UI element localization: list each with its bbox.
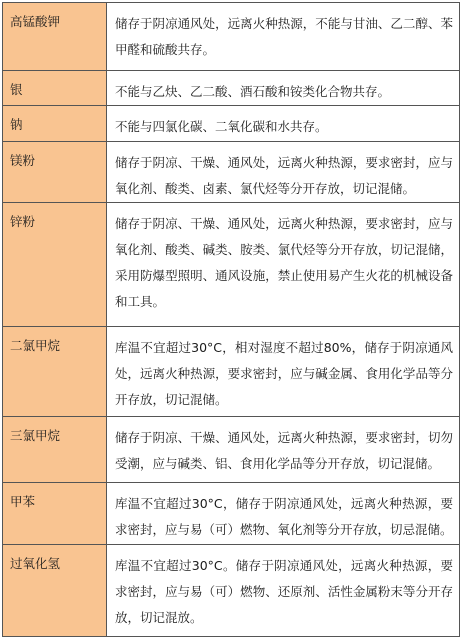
table-row [3,545,460,637]
chemical-name: 镁粉 [3,142,107,203]
chemical-name: 甲苯 [3,483,107,545]
table-row [3,3,460,71]
chemical-name: 二氯甲烷 [3,327,107,417]
table-row [3,417,460,483]
storage-requirement: 库温不宜超过30°C，相对湿度不超过80%，储存于阴凉通风处，远离火种热源，要求密封，应与碱金属、食用化学品等分开存放，切记混储。 [107,327,460,417]
table-row [3,71,460,106]
storage-requirement: 储存于阴凉、干燥、通风处，远离火种热源，要求密封，应与氧化剂、酸类、卤素、氯代烃等分开存放，切记混储。 [107,142,460,203]
storage-requirement: 储存于阴凉、干燥、通风处，远离火种热源，要求密封，应与氧化剂、酸类、碱类、胺类、氯代烃等分开存放，切记混储，采用防爆型照明、通风设施，禁止使用易产生火花的机械设备和工具。 [107,203,460,327]
storage-requirement: 库温不宜超过30°C，储存于阴凉通风处，远离火种热源，要求密封，应与易（可）燃物、氧化剂等分开存放，切忌混储。 [107,483,460,545]
table-row [3,203,460,327]
chemical-name: 银 [3,71,107,106]
storage-requirement: 不能与乙炔、乙二酸、酒石酸和铵类化合物共存。 [107,71,460,106]
storage-requirement: 库温不宜超过30°C。储存于阴凉通风处，远离火种热源，要求密封，应与易（可）燃物、还原剂、活性金属粉末等分开存放，切记混放。 [107,545,460,637]
table-row [3,142,460,203]
chemical-name: 钠 [3,106,107,142]
table-row [3,483,460,545]
chemical-name: 过氧化氢 [3,545,107,637]
storage-requirement: 储存于阴凉、干燥、通风处，远离火种热源，要求密封，切勿受潮，应与碱类、铝、食用化学品等分开存放，切记混储。 [107,417,460,483]
chemical-name: 高锰酸钾 [3,3,107,71]
chemical-name: 锌粉 [3,203,107,327]
chemical-storage-table [2,2,460,637]
table-row [3,327,460,417]
chemical-name: 三氯甲烷 [3,417,107,483]
table-row [3,106,460,142]
storage-requirement: 不能与四氯化碳、二氧化碳和水共存。 [107,106,460,142]
storage-requirement: 储存于阴凉通风处，远离火种热源，不能与甘油、乙二醇、苯甲醛和硫酸共存。 [107,3,460,71]
